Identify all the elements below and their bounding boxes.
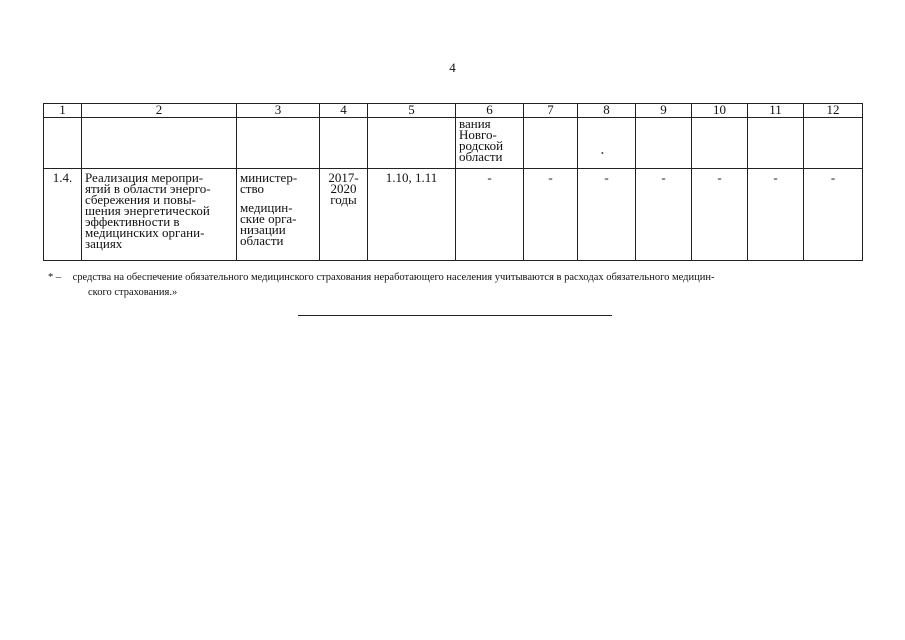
table-cell [44,118,82,169]
plan-table [43,103,863,261]
scan-speck: • [601,149,604,158]
footnote [48,270,848,300]
header-cell: 2 [82,104,237,118]
header-cell: 8 [578,104,636,118]
header-cell: 5 [368,104,456,118]
table-row-1-4 [44,169,863,261]
closing-rule [298,315,612,316]
table-cell [237,118,320,169]
table-cell-funding-source: вания Новго- родской области [456,118,524,169]
table-cell [804,118,863,169]
header-cell: 12 [804,104,863,118]
footnote-line-1: средства на обеспечение обязательного медицинского страхования неработающего населения учитываются в расходах обязательного медицин- [72,272,715,283]
indicators-cell: 1.10, 1.11 [368,169,456,261]
dash-cell: - [748,169,804,261]
footnote-line-2: ского страхования.» [88,287,178,298]
dash-cell: - [804,169,863,261]
header-cell: 11 [748,104,804,118]
header-cell: 7 [524,104,578,118]
table-row-continuation [44,118,863,169]
table-cell [524,118,578,169]
dash-cell: - [578,169,636,261]
table-cell [578,118,636,169]
dash-cell: - [636,169,692,261]
table-cell [82,118,237,169]
table-cell [636,118,692,169]
table-header-row [44,104,863,118]
executor-cell: министер- ство медицин- ские орга- низации области [237,169,320,261]
header-cell: 10 [692,104,748,118]
table-cell [368,118,456,169]
table-cell [692,118,748,169]
footnote-marker: * – [48,272,62,283]
table-cell [748,118,804,169]
dash-cell: - [456,169,524,261]
header-cell: 4 [320,104,368,118]
header-cell: 3 [237,104,320,118]
period-cell: 2017- 2020 годы [320,169,368,261]
header-cell: 1 [44,104,82,118]
page-number: 4 [449,60,456,75]
dash-cell: - [524,169,578,261]
table-cell [320,118,368,169]
dash-cell: - [692,169,748,261]
activity-title: Реализация меропри- ятий в области энерго- сбережения и повы- шения энергетической эффективности в медицинских органи- зациях [82,169,237,261]
header-cell: 6 [456,104,524,118]
header-cell: 9 [636,104,692,118]
row-number: 1.4. [44,169,82,261]
